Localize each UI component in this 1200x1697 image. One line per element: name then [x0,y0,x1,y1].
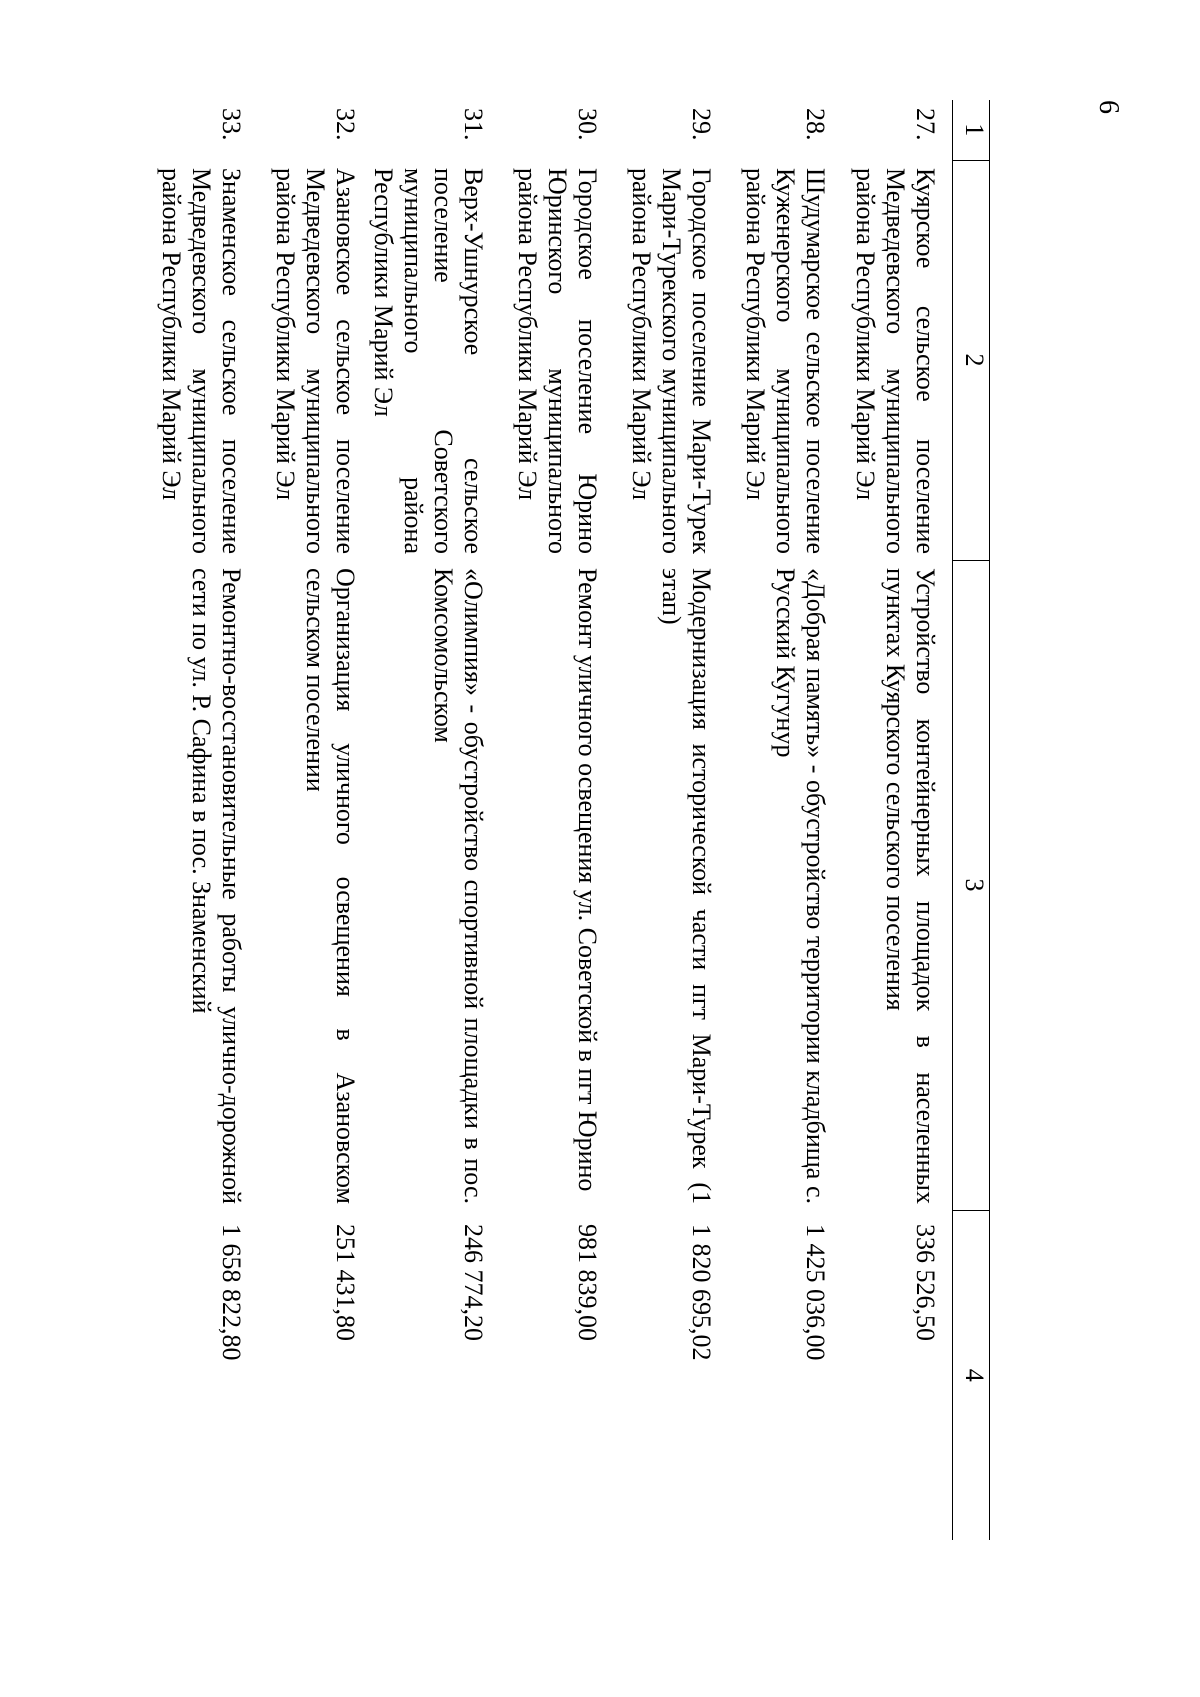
row-number: 32. [331,108,361,141]
municipality-name: Азановское сельское поселение Медведевского муниципального района Республики Марий Эл [271,168,361,554]
project-description: Ремонт уличного освещения ул. Советской в пгт Юрино [573,568,603,1192]
table-row [839,100,953,1540]
row-number: 31. [459,108,489,141]
table-row [497,100,611,1540]
grant-amount: 981 839,00 [573,1224,603,1341]
grant-amount: 251 431,80 [331,1224,361,1341]
municipality-name: Верх-Ушнурское сельское поселение Советского муниципального района Республики Марий Эл [369,168,489,554]
municipality-name: Куярское сельское поселение Медведевского муниципального района Республики Марий Эл [851,168,940,554]
header-col-3: 3 [953,560,990,1210]
row-number: 30. [573,108,603,141]
grant-amount: 1 425 036,00 [801,1224,831,1361]
municipality-name: Городское поселение Мари-Турек Мари-Турекского муниципального района Республики Марий Эл [627,168,717,554]
row-number: 27. [911,108,940,141]
row-number: 29. [687,108,717,141]
header-col-1: 1 [953,100,990,160]
grant-amount: 336 526,50 [911,1224,940,1341]
project-description: Модернизация исторической части пгт Мари-Турек (1 этап) [657,568,717,1204]
project-description: Организация уличного освещения в Азановском сельском поселении [301,568,361,1204]
table-row [611,100,725,1540]
table-row [141,100,255,1540]
table-header-row [953,100,990,1540]
grant-amount: 1 820 695,02 [687,1224,717,1361]
page-number: 6 [1093,100,1124,114]
project-description: «Добрая память» - обустройство территории кладбища с. Русский Кугунур [771,568,831,1204]
project-description: «Олимпия» - обустройство спортивной площадки в пос. Комсомольском [429,568,489,1204]
header-col-2: 2 [953,160,990,560]
project-description: Устройство контейнерных площадок в населенных пунктах Куярского сельского поселения [881,568,940,1204]
row-number: 28. [801,108,831,141]
project-description: Ремонтно-восстановительные работы улично-дорожной сети по ул. Р. Сафина в пос. Знаменский [187,568,247,1204]
municipality-name: Знаменское сельское поселение Медведевского муниципального района Республики Марий Эл [157,168,247,554]
table-row [369,100,497,1540]
grants-table [141,100,991,1540]
grants-table-wrapper [157,100,990,1540]
row-number: 33. [217,108,247,141]
municipality-name: Шудумарское сельское поселение Куженерского муниципального района Республики Марий Эл [741,168,831,554]
municipality-name: Городское поселение Юрино Юринского муниципального района Республики Марий Эл [513,168,603,554]
header-col-4: 4 [953,1210,990,1540]
grant-amount: 246 774,20 [459,1224,489,1341]
table-row [255,100,369,1540]
table-row [725,100,839,1540]
grant-amount: 1 658 822,80 [217,1224,247,1361]
